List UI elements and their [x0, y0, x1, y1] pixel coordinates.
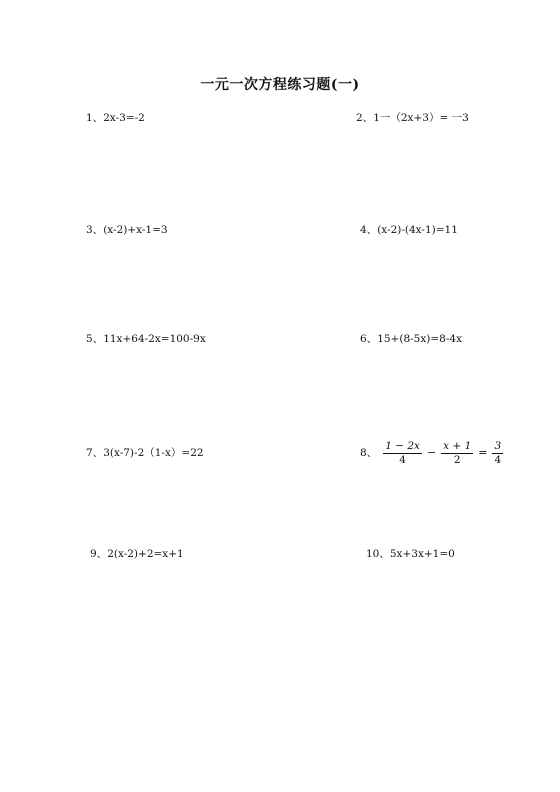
problem-equation: 11x+64-2x=100-9x: [103, 333, 206, 345]
problem-number: 1、: [86, 112, 104, 124]
problem-number: 2、: [356, 112, 374, 124]
fraction-denominator: 4: [399, 453, 406, 466]
problem-equation: 2x-3=-2: [103, 112, 145, 124]
problem-equation: 2(x-2)+2=x+1: [107, 548, 184, 560]
problem-equation: 15+(8-5x)=8-4x: [377, 333, 462, 345]
problem-9: [90, 547, 184, 561]
problem-number: 6、: [360, 333, 378, 345]
fraction-equation: [360, 436, 505, 470]
fraction-1: [383, 440, 422, 467]
problem-number: 3、: [86, 224, 104, 236]
problem-1: [86, 111, 145, 125]
problem-10: [366, 547, 455, 561]
fraction-numerator: 3: [494, 439, 502, 452]
problem-4: [360, 223, 458, 237]
problem-2: [356, 111, 469, 125]
minus-operator: −: [426, 446, 437, 459]
problem-number: 4、: [360, 224, 378, 236]
problem-number: 10、: [366, 548, 390, 560]
fraction-numerator: 1 − 2x: [385, 439, 420, 452]
problem-equation: (x-2)-(4x-1)=11: [377, 224, 458, 236]
problem-number: 7、: [86, 447, 104, 459]
problem-7: [86, 446, 204, 460]
problem-equation: 3(x-7)-2（1-x）=22: [103, 447, 204, 459]
fraction-denominator: 4: [494, 453, 502, 466]
problem-6: [360, 332, 462, 346]
problem-equation: 5x+3x+1=0: [389, 548, 455, 560]
problem-8: [360, 436, 505, 470]
problem-number: 8、: [360, 447, 378, 459]
fraction-3: [492, 440, 503, 467]
equals-operator: =: [478, 446, 488, 459]
problem-5: [86, 332, 206, 346]
problem-number: 9、: [90, 548, 108, 560]
problem-number: 5、: [86, 333, 104, 345]
problem-equation: (x-2)+x-1=3: [103, 224, 168, 236]
fraction-2: [441, 440, 473, 467]
problem-3: [86, 223, 168, 237]
fraction-denominator: 2: [453, 453, 461, 466]
fraction-numerator: x + 1: [443, 439, 472, 452]
problem-equation: 1一（2x+3）= 一3: [373, 112, 469, 124]
page-title: 一元一次方程练习题(一): [200, 77, 360, 93]
